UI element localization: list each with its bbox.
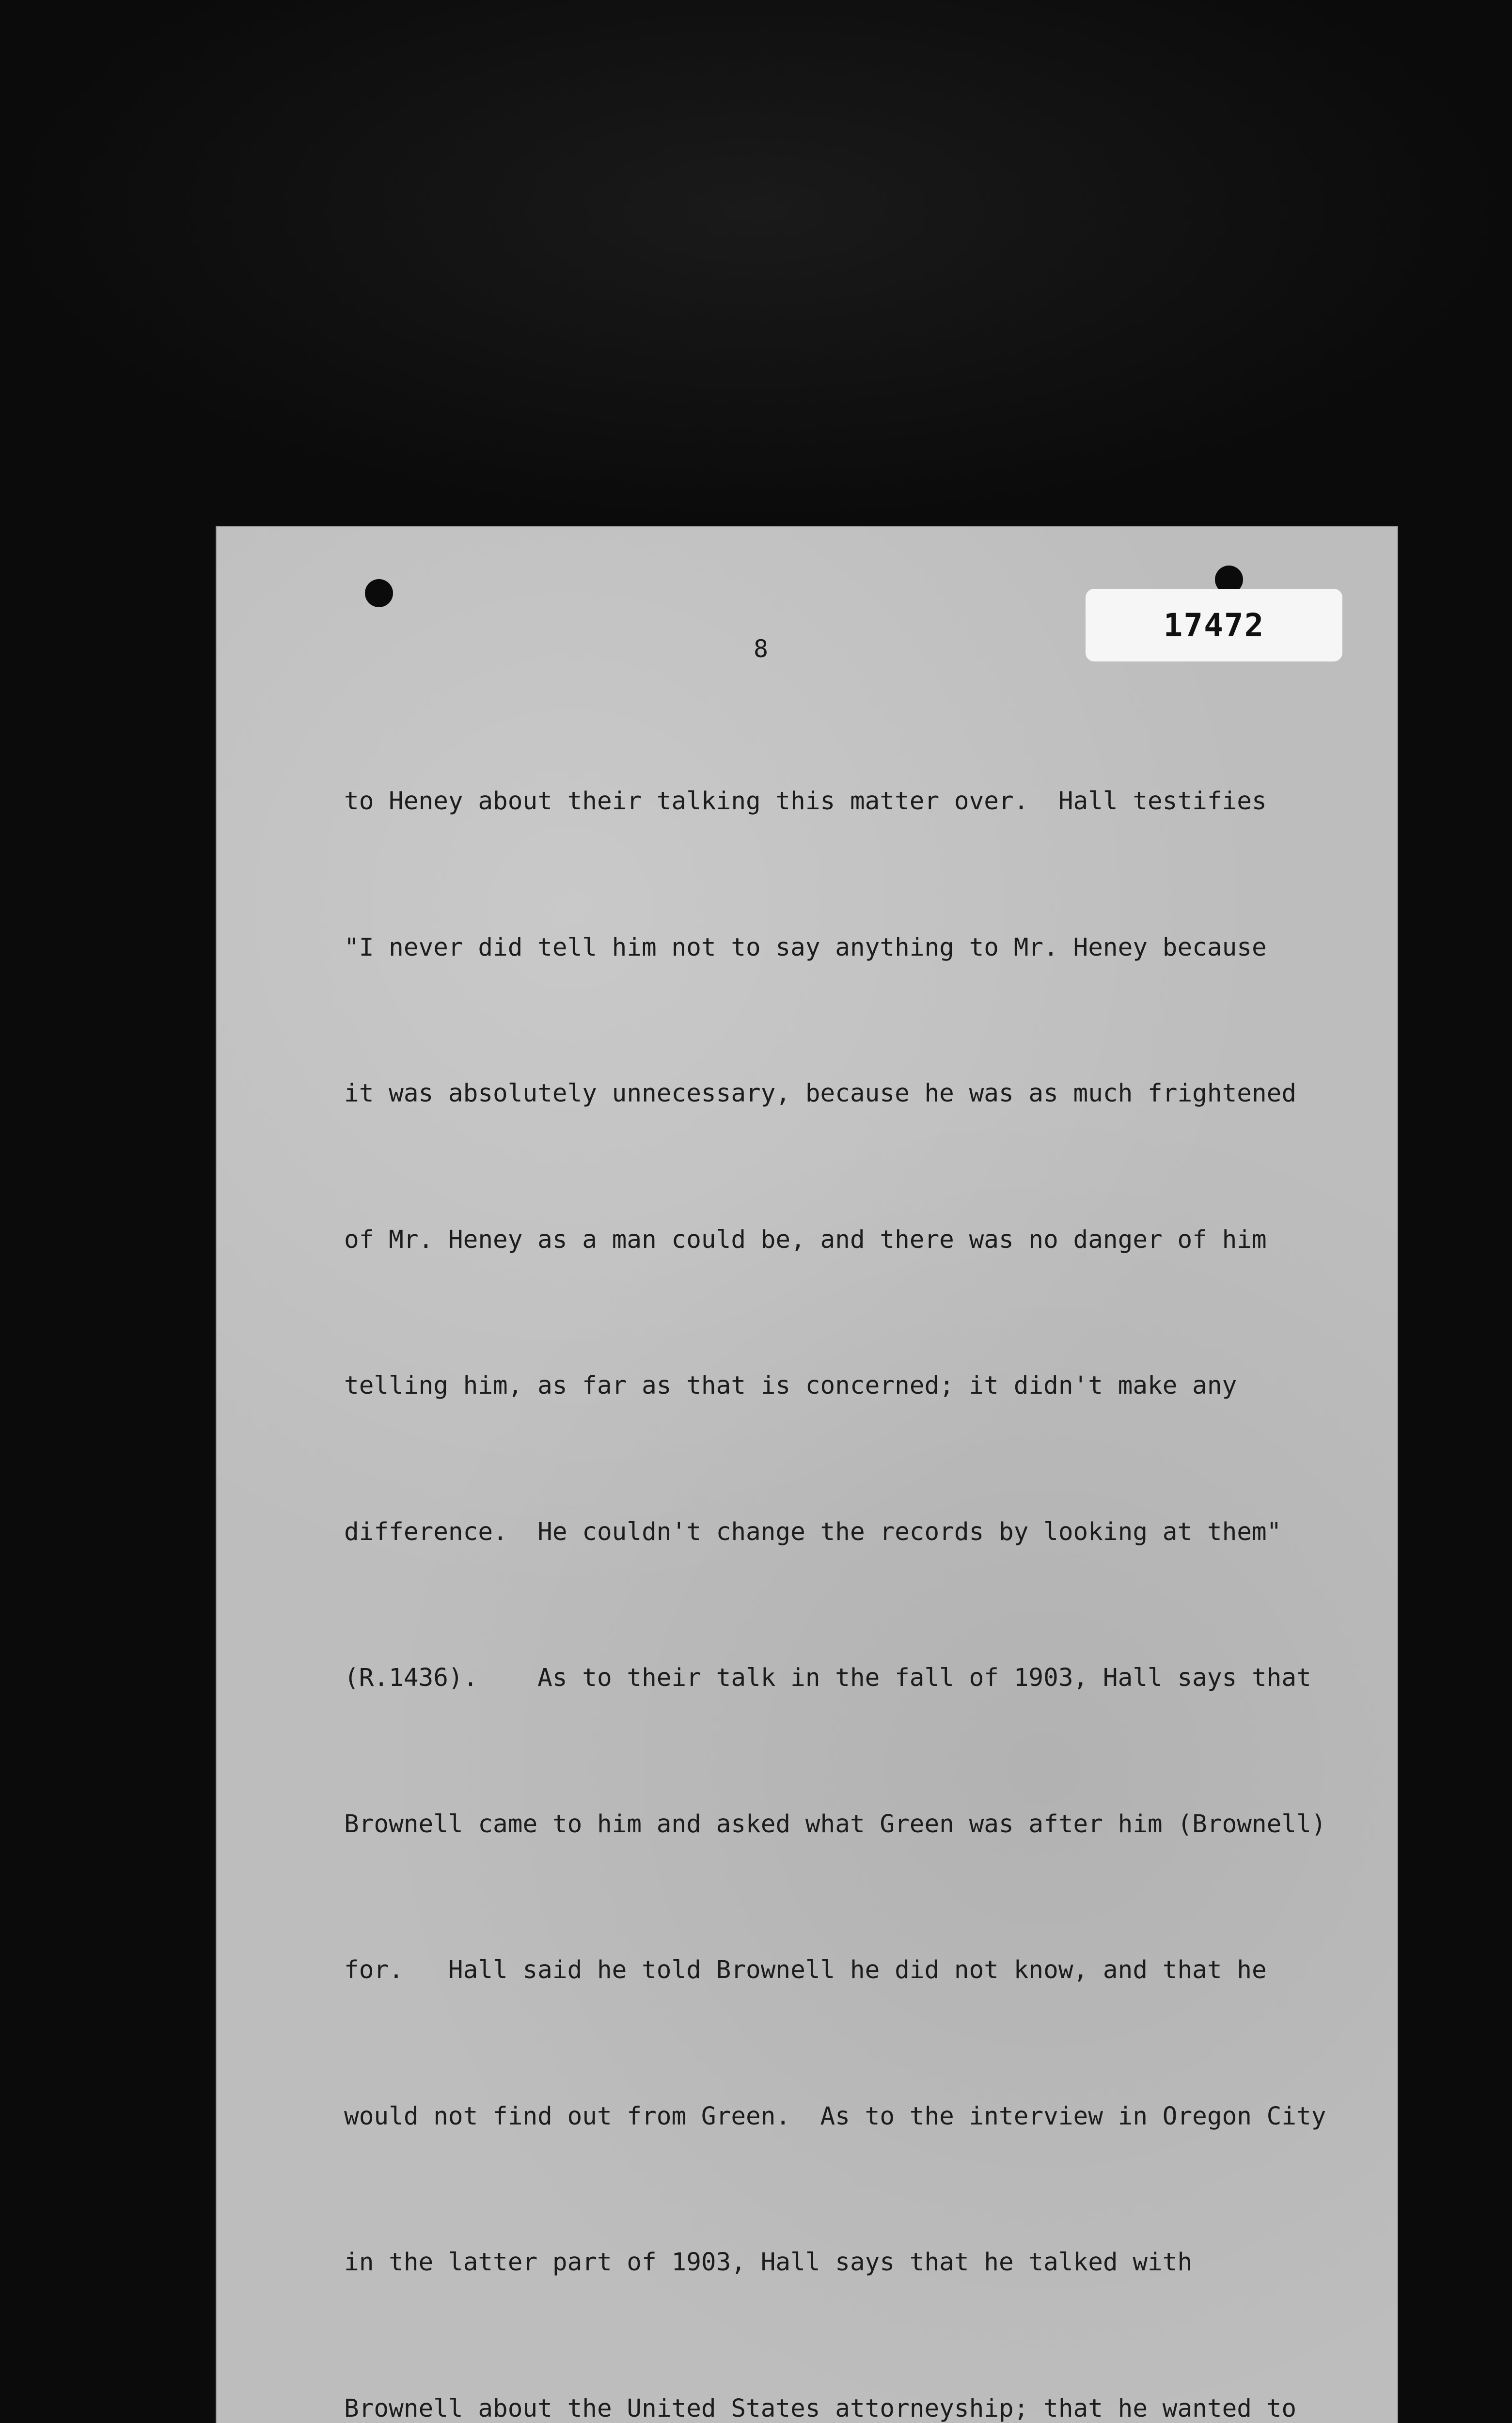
text-line: Brownell came to him and asked what Green was after him (Brownell) bbox=[344, 1809, 1326, 1839]
text-line: of Mr. Heney as a man could be, and there was no danger of him bbox=[344, 1225, 1267, 1254]
film-border bbox=[0, 0, 1512, 523]
text-line: to Heney about their talking this matter over. Hall testifies bbox=[344, 787, 1267, 816]
text-line: telling him, as far as that is concerned; it didn't make any bbox=[344, 1371, 1237, 1400]
document-page bbox=[216, 526, 1398, 2423]
text-line: "I never did tell him not to say anything to Mr. Heney because bbox=[344, 933, 1267, 962]
document-body-text bbox=[344, 680, 1352, 2423]
text-line: it was absolutely unnecessary, because he was as much frightened bbox=[344, 1079, 1297, 1108]
text-line: would not find out from Green. As to the interview in Oregon City bbox=[344, 2102, 1326, 2131]
punch-hole-left bbox=[365, 579, 393, 607]
page-number: 8 bbox=[754, 635, 769, 663]
text-line: difference. He couldn't change the records by looking at them" bbox=[344, 1517, 1282, 1546]
text-line: for. Hall said he told Brownell he did not know, and that he bbox=[344, 1956, 1267, 1984]
reference-number-label: 17472 bbox=[1086, 589, 1342, 661]
text-line: Brownell about the United States attorneyship; that he wanted to bbox=[344, 2394, 1297, 2423]
text-line: (R.1436). As to their talk in the fall of 1903, Hall says that bbox=[344, 1664, 1311, 1692]
text-line: in the latter part of 1903, Hall says that he talked with bbox=[344, 2248, 1193, 2277]
